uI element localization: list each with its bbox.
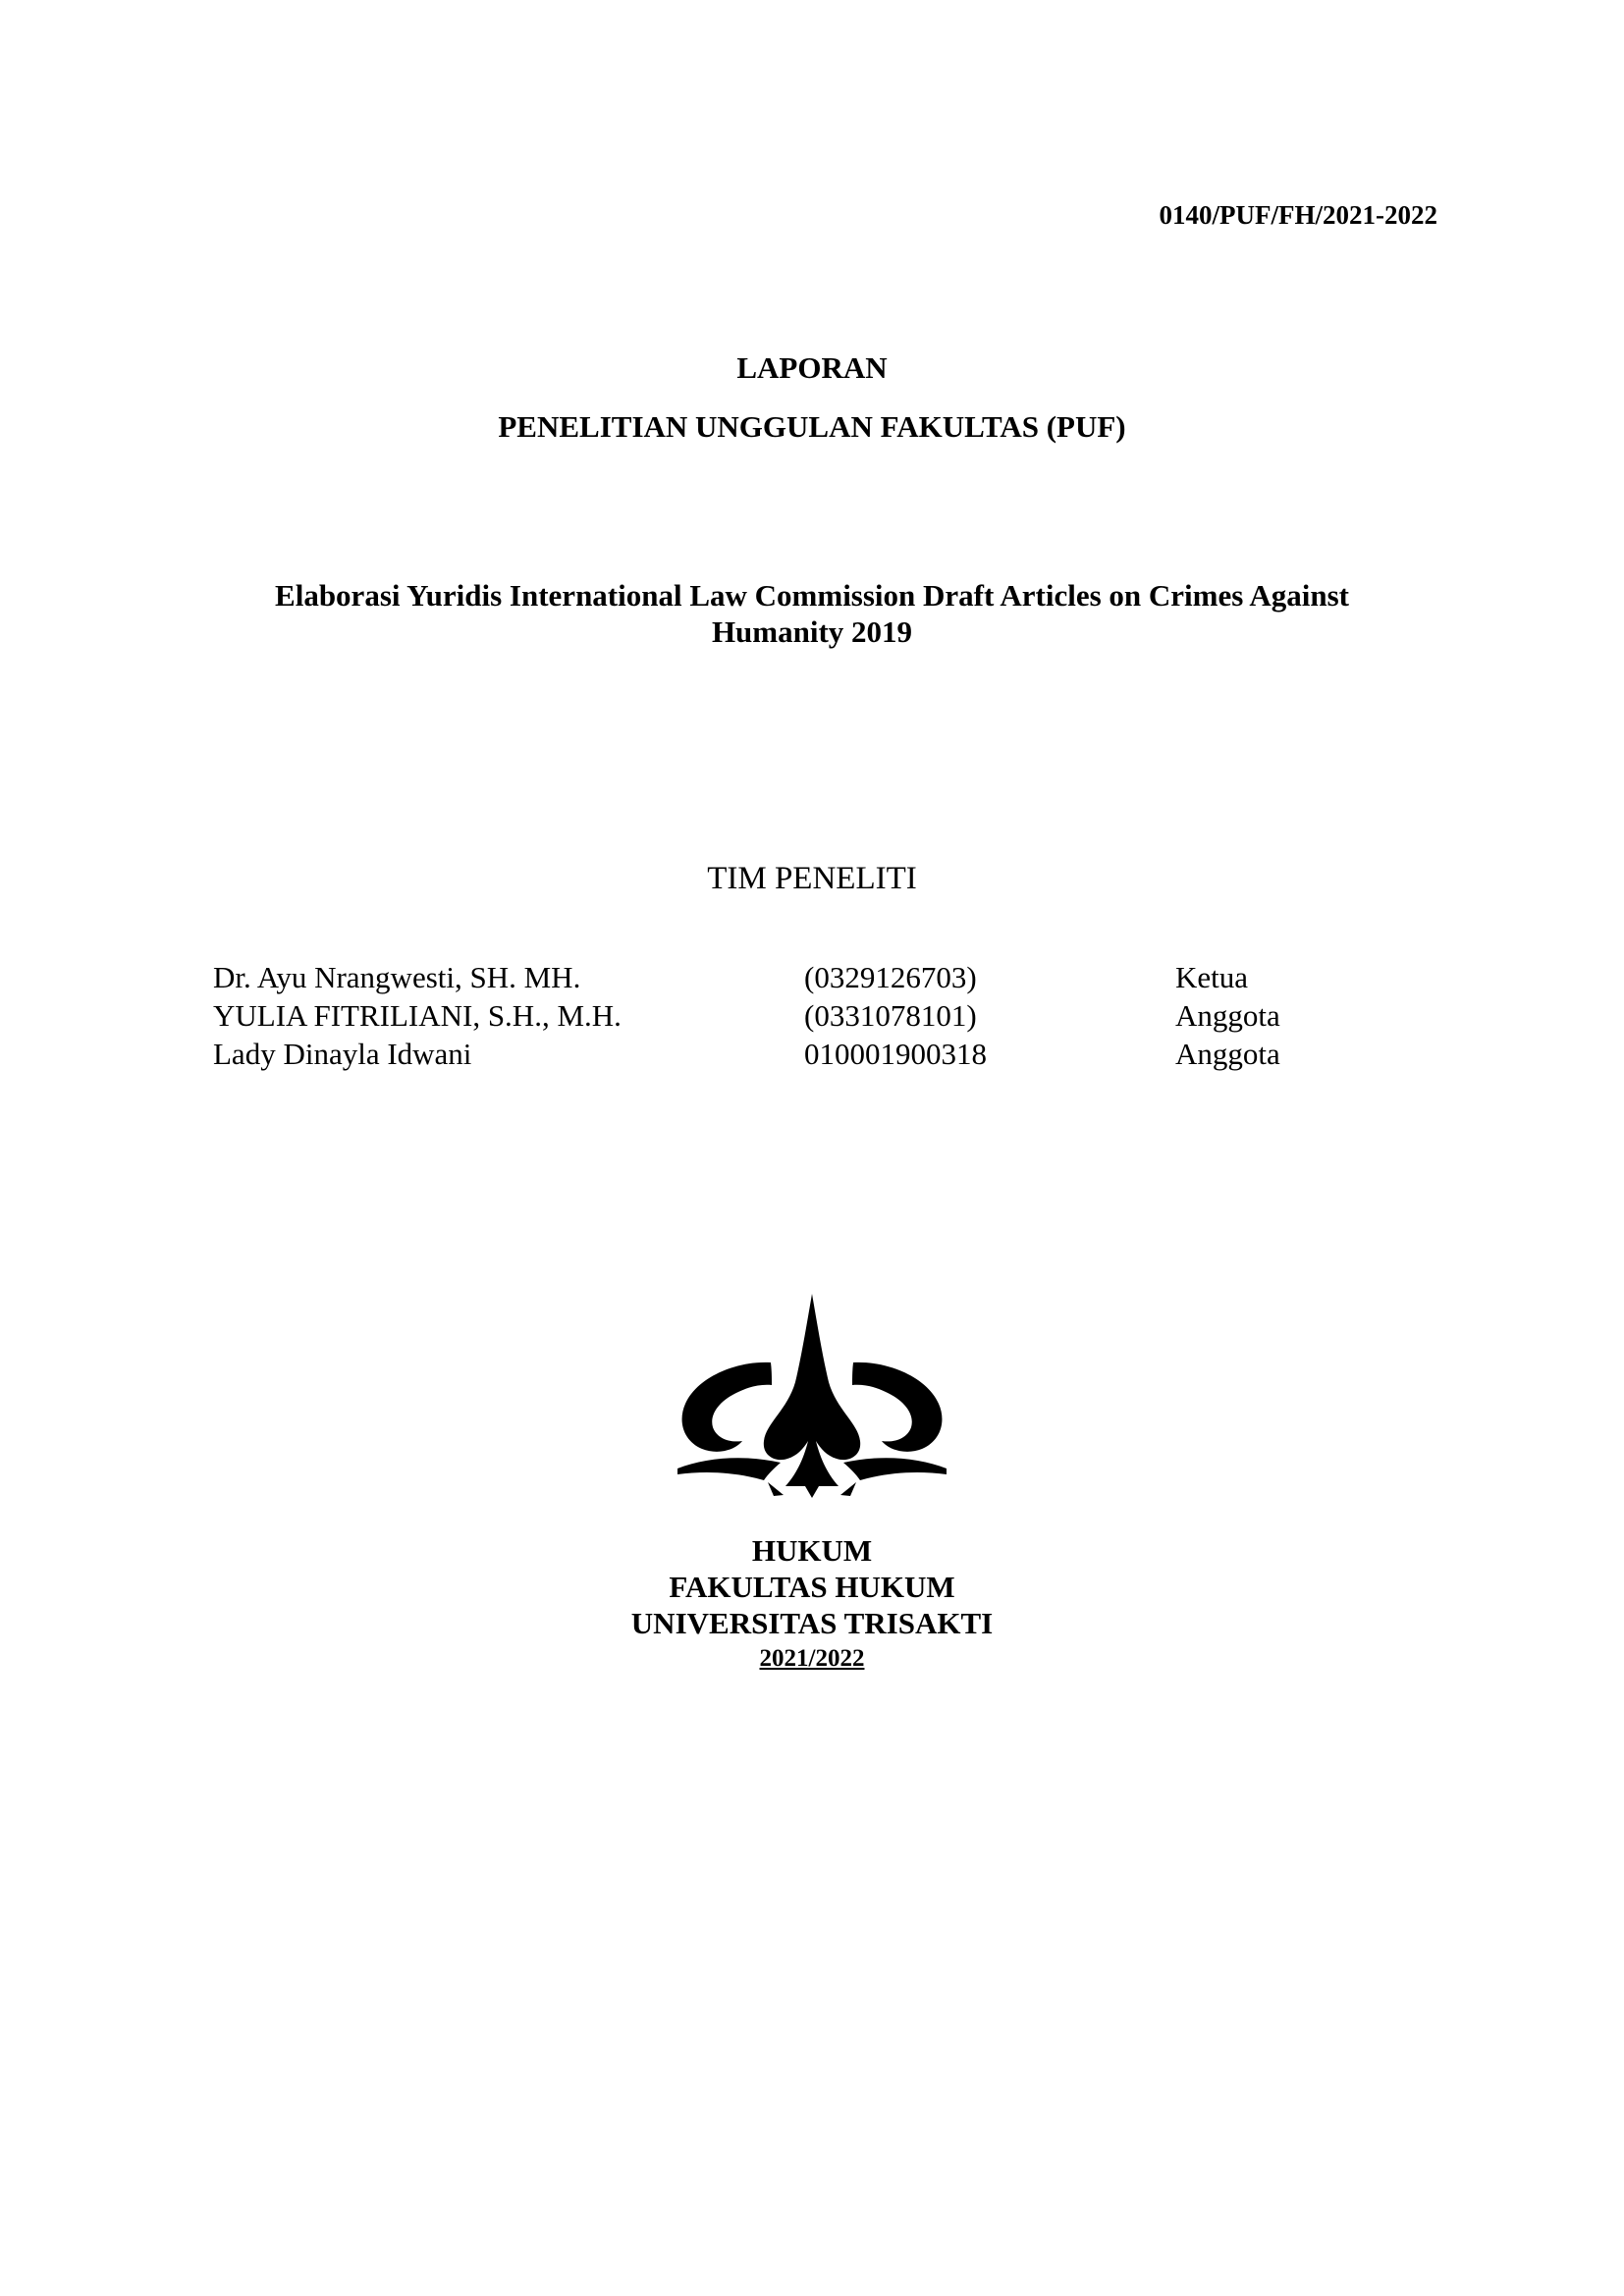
university-emblem-icon (677, 1294, 947, 1498)
institution-line-1: HUKUM (751, 1533, 873, 1568)
team-heading: TIM PENELITI (707, 861, 917, 896)
institution-university: UNIVERSITAS TRISAKTI (630, 1606, 994, 1640)
research-title-line-2: Humanity 2019 (711, 614, 913, 649)
member-role: Anggota (1175, 1037, 1280, 1071)
academic-year: 2021/2022 (759, 1645, 865, 1672)
research-title (187, 577, 1437, 650)
program-title: PENELITIAN UNGGULAN FAKULTAS (PUF) (498, 409, 1126, 444)
member-name: YULIA FITRILIANI, S.H., M.H. (213, 998, 622, 1033)
member-role: Ketua (1175, 960, 1249, 994)
member-id: 010001900318 (804, 1037, 987, 1071)
member-name: Dr. Ayu Nrangwesti, SH. MH. (213, 960, 581, 994)
document-number: 0140/PUF/FH/2021-2022 (1159, 200, 1437, 230)
member-id: (0331078101) (804, 998, 977, 1033)
member-name: Lady Dinayla Idwani (213, 1037, 472, 1071)
report-label: LAPORAN (736, 350, 888, 385)
table-row (213, 960, 1372, 998)
research-title-line-1: Elaborasi Yuridis International Law Commission Draft Articles on Crimes Against (275, 578, 1349, 613)
institution-faculty: FAKULTAS HUKUM (669, 1570, 955, 1604)
member-role: Anggota (1175, 998, 1280, 1033)
table-row (213, 998, 1372, 1037)
table-row (213, 1037, 1372, 1075)
team-members-table (213, 960, 1372, 1075)
member-id: (0329126703) (804, 960, 977, 994)
